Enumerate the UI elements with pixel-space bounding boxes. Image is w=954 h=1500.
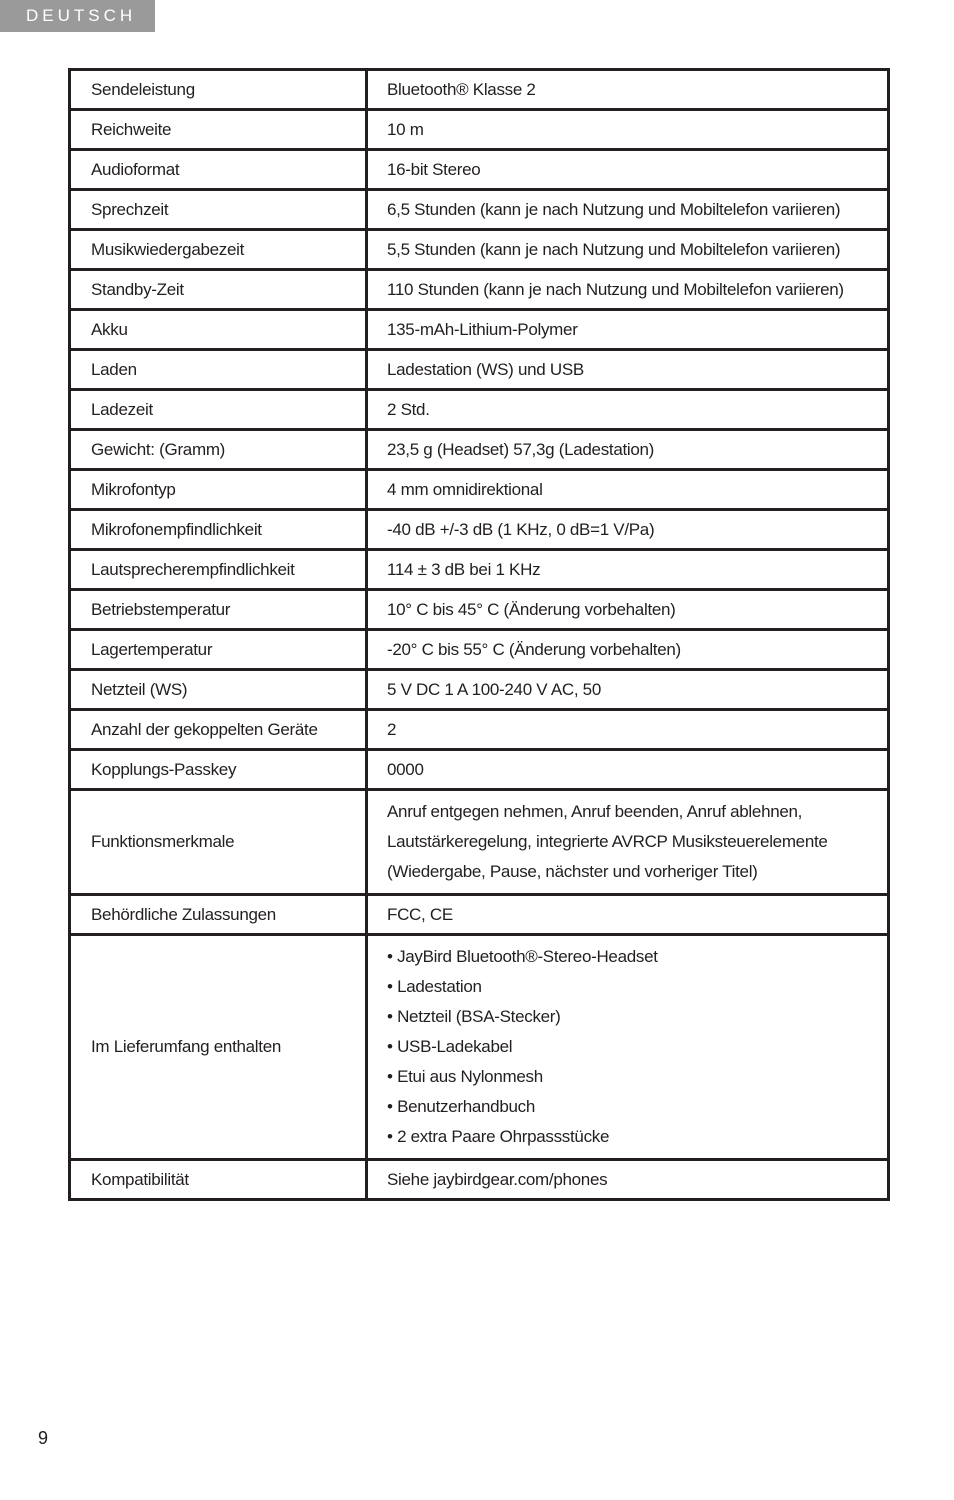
spec-value: 114 ± 3 dB bei 1 KHz <box>367 550 889 590</box>
table-row <box>70 710 889 750</box>
spec-label: Netzteil (WS) <box>70 670 367 710</box>
spec-value: 2 Std. <box>367 390 889 430</box>
spec-label: Musikwiedergabezeit <box>70 230 367 270</box>
table-row <box>70 350 889 390</box>
spec-value: 2 <box>367 710 889 750</box>
spec-value: 0000 <box>367 750 889 790</box>
spec-value-line: (Wiedergabe, Pause, nächster und vorheriger Titel) <box>387 862 758 881</box>
spec-label: Gewicht: (Gramm) <box>70 430 367 470</box>
page-number: 9 <box>38 1428 49 1448</box>
spec-value: -20° C bis 55° C (Änderung vorbehalten) <box>367 630 889 670</box>
table-row <box>70 230 889 270</box>
table-row <box>70 590 889 630</box>
spec-label: Kompatibilität <box>70 1160 367 1200</box>
spec-label: Sprechzeit <box>70 190 367 230</box>
table-row <box>70 190 889 230</box>
spec-label: Audioformat <box>70 150 367 190</box>
language-tab: DEUTSCH <box>0 0 155 32</box>
spec-value: 10° C bis 45° C (Änderung vorbehalten) <box>367 590 889 630</box>
spec-label: Behördliche Zulassungen <box>70 895 367 935</box>
spec-value-line: Lautstärkeregelung, integrierte AVRCP Musiksteuerelemente <box>387 832 828 851</box>
spec-value <box>367 790 889 895</box>
table-row <box>70 750 889 790</box>
spec-label: Laden <box>70 350 367 390</box>
spec-value: Bluetooth® Klasse 2 <box>367 70 889 110</box>
list-item: • USB-Ladekabel <box>387 1037 513 1056</box>
spec-label: Akku <box>70 310 367 350</box>
table-row <box>70 790 889 895</box>
table-row <box>70 895 889 935</box>
spec-label: Standby-Zeit <box>70 270 367 310</box>
table-row <box>70 1160 889 1200</box>
spec-value: 5 V DC 1 A 100-240 V AC, 50 <box>367 670 889 710</box>
list-item: • Netzteil (BSA-Stecker) <box>387 1007 561 1026</box>
spec-value: 110 Stunden (kann je nach Nutzung und Mobiltelefon variieren) <box>367 270 889 310</box>
spec-value: 6,5 Stunden (kann je nach Nutzung und Mobiltelefon variieren) <box>367 190 889 230</box>
spec-value: 16-bit Stereo <box>367 150 889 190</box>
spec-label: Sendeleistung <box>70 70 367 110</box>
spec-label: Anzahl der gekoppelten Geräte <box>70 710 367 750</box>
list-item: • 2 extra Paare Ohrpassstücke <box>387 1127 610 1146</box>
list-item: • Benutzerhandbuch <box>387 1097 535 1116</box>
spec-value: FCC, CE <box>367 895 889 935</box>
spec-value: 4 mm omnidirektional <box>367 470 889 510</box>
spec-label: Lautsprecherempfindlichkeit <box>70 550 367 590</box>
spec-value: 23,5 g (Headset) 57,3g (Ladestation) <box>367 430 889 470</box>
spec-value: 135-mAh-Lithium-Polymer <box>367 310 889 350</box>
spec-value: Siehe jaybirdgear.com/phones <box>367 1160 889 1200</box>
spec-label: Im Lieferumfang enthalten <box>70 935 367 1160</box>
spec-label: Ladezeit <box>70 390 367 430</box>
table-row <box>70 935 889 1160</box>
spec-value: Ladestation (WS) und USB <box>367 350 889 390</box>
table-row <box>70 110 889 150</box>
table-row <box>70 70 889 110</box>
table-row <box>70 670 889 710</box>
spec-label: Betriebstemperatur <box>70 590 367 630</box>
table-row <box>70 310 889 350</box>
spec-label: Kopplungs-Passkey <box>70 750 367 790</box>
spec-value: -40 dB +/-3 dB (1 KHz, 0 dB=1 V/Pa) <box>367 510 889 550</box>
table-row <box>70 430 889 470</box>
table-row <box>70 510 889 550</box>
table-row <box>70 630 889 670</box>
table-row <box>70 150 889 190</box>
spec-value: 10 m <box>367 110 889 150</box>
table-row <box>70 390 889 430</box>
spec-label: Funktionsmerkmale <box>70 790 367 895</box>
spec-value-line: Anruf entgegen nehmen, Anruf beenden, Anruf ablehnen, <box>387 802 803 821</box>
included-items-list <box>367 935 889 1160</box>
table-row <box>70 470 889 510</box>
table-row <box>70 550 889 590</box>
spec-value: 5,5 Stunden (kann je nach Nutzung und Mobiltelefon variieren) <box>367 230 889 270</box>
table-row <box>70 270 889 310</box>
specifications-table <box>68 68 890 1201</box>
list-item: • Ladestation <box>387 977 482 996</box>
spec-label: Mikrofontyp <box>70 470 367 510</box>
list-item: • Etui aus Nylonmesh <box>387 1067 543 1086</box>
spec-label: Mikrofonempfindlichkeit <box>70 510 367 550</box>
spec-label: Reichweite <box>70 110 367 150</box>
spec-label: Lagertemperatur <box>70 630 367 670</box>
list-item: • JayBird Bluetooth®-Stereo-Headset <box>387 947 658 966</box>
